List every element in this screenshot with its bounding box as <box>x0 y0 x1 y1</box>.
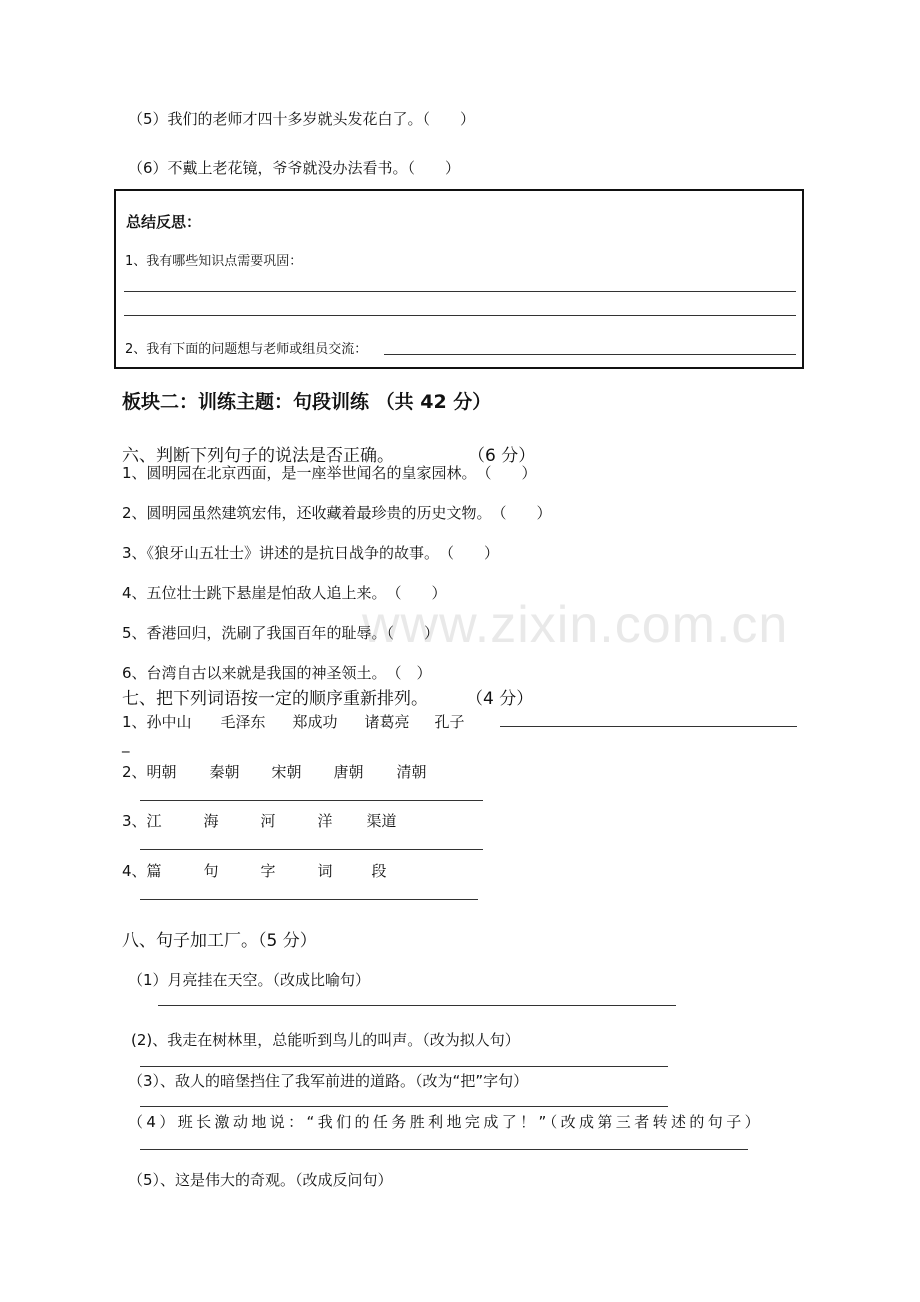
answer-line <box>140 1106 668 1107</box>
judge-item: 5、香港回归，洗刷了我国百年的耻辱。（ ） <box>122 624 440 642</box>
judge-item: 3、《狼牙山五壮士》讲述的是抗日战争的故事。 （ ） <box>122 544 500 562</box>
word: 河 <box>260 812 276 830</box>
answer-line <box>140 800 483 801</box>
answer-line <box>140 1066 668 1067</box>
part8-title: 八、句子加工厂。（5 分） <box>122 931 317 951</box>
word: 孔子 <box>434 713 465 731</box>
word: 江 <box>146 812 162 830</box>
answer-line <box>500 726 797 727</box>
section-title: 板块二：训练主题：句段训练 （共 42 分） <box>122 391 492 413</box>
word: 篇 <box>146 862 162 880</box>
word: 毛泽东 <box>220 713 266 731</box>
order-row-1 <box>122 711 465 732</box>
answer-line <box>140 849 483 850</box>
row-number: 4、 <box>122 862 147 880</box>
rewrite-item: （3）、敌人的暗堡挡住了我军前进的道路。（改为“把”字句） <box>128 1072 529 1090</box>
reflection-question-1: 1、我有哪些知识点需要巩固： <box>125 254 303 269</box>
word: 诸葛亮 <box>364 713 410 731</box>
judge-item: 1、圆明园在北京西面，是一座举世闻名的皇家园林。 （ ） <box>122 464 537 482</box>
row-tail: _ <box>122 735 130 753</box>
answer-line <box>124 315 796 316</box>
word: 词 <box>317 862 333 880</box>
part6-score: （6 分） <box>468 446 536 466</box>
row-number: 1、 <box>122 713 147 731</box>
question-5: （5）我们的老师才四十多岁就头发花白了。（ ） <box>128 110 476 128</box>
word: 清朝 <box>396 763 427 781</box>
answer-line <box>384 354 796 355</box>
answer-line <box>140 1149 748 1150</box>
order-row-3 <box>122 810 397 831</box>
word: 句 <box>203 862 219 880</box>
part7-score: （4 分） <box>466 689 534 709</box>
order-row-4 <box>122 860 387 881</box>
word: 渠道 <box>366 812 397 830</box>
word: 秦朝 <box>209 763 240 781</box>
watermark: www.zixin.com.cn <box>362 596 789 654</box>
rewrite-item: （4）班长激动地说：“我们的任务胜利地完成了！”（改成第三者转述的句子） <box>128 1113 763 1131</box>
word: 孙中山 <box>146 713 192 731</box>
answer-line <box>158 1005 676 1006</box>
word: 海 <box>203 812 219 830</box>
judge-item: 2、圆明园虽然建筑宏伟，还收藏着最珍贵的历史文物。 （ ） <box>122 504 552 522</box>
question-6: （6）不戴上老花镜，爷爷就没办法看书。（ ） <box>128 159 461 177</box>
word: 唐朝 <box>333 763 364 781</box>
word: 段 <box>371 862 387 880</box>
row-number: 2、 <box>122 763 147 781</box>
word: 郑成功 <box>292 713 338 731</box>
judge-item: 6、台湾自古以来就是我国的神圣领土。 （ ） <box>122 664 432 682</box>
answer-line <box>124 291 796 292</box>
word: 字 <box>260 862 276 880</box>
word: 宋朝 <box>271 763 302 781</box>
word: 明朝 <box>146 763 177 781</box>
part6-title: 六、判断下列句子的说法是否正确。 <box>122 446 394 466</box>
rewrite-item: （1）月亮挂在天空。（改成比喻句） <box>128 971 371 989</box>
rewrite-item: （5）、这是伟大的奇观。（改成反问句） <box>128 1171 393 1189</box>
rewrite-item: (2)、我走在树林里，总能听到鸟儿的叫声。（改为拟人句） <box>131 1031 520 1049</box>
order-row-2 <box>122 761 427 782</box>
word: 洋 <box>317 812 333 830</box>
reflection-box <box>114 189 804 369</box>
reflection-title: 总结反思： <box>126 213 202 231</box>
answer-line <box>140 899 478 900</box>
judge-item: 4、五位壮士跳下悬崖是怕敌人追上来。 （ ） <box>122 584 447 602</box>
part7-title: 七、把下列词语按一定的顺序重新排列。 <box>122 689 428 709</box>
reflection-question-2: 2、我有下面的问题想与老师或组员交流： <box>125 342 368 357</box>
row-number: 3、 <box>122 812 147 830</box>
